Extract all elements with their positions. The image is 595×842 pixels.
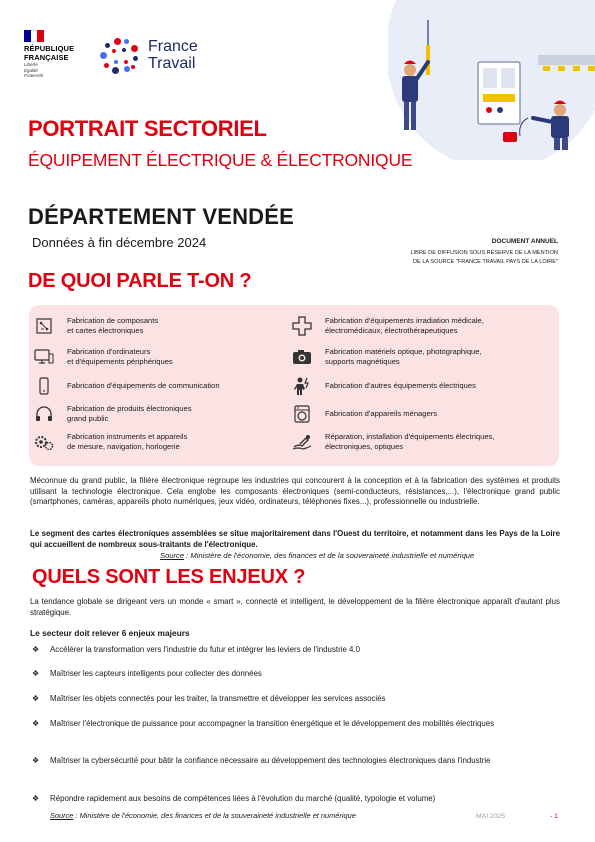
washing-machine-icon: [291, 403, 313, 425]
activity-item: Fabrication instruments et appareils de mesure, navigation, horlogerie: [33, 431, 187, 453]
intro-paragraph: Méconnue du grand public, la filière électronique regroupe les industries qui concourent à la conception et à la fabrication des systèmes et produits utilisant la technologie électronique. Cela englobe les composants électroniques (semi-conducteurs, résistances,...), l'électronique grand public (smartphones, caméras, appareils photo numériques, jeux vidéo, ordinateurs, téléphones fixes...), professionnelle ou industrielle.: [30, 476, 560, 507]
headphones-icon: [33, 403, 55, 425]
sector-title: ÉQUIPEMENT ÉLECTRIQUE & ÉLECTRONIQUE: [28, 150, 413, 170]
diffusion-notice: [360, 249, 558, 266]
diffusion-line-2: DE LA SOURCE "FRANCE TRAVAIL PAYS DE LA LOIRE": [413, 258, 558, 265]
page-number: - 1: [550, 813, 558, 820]
document-type: DOCUMENT ANNUEL: [491, 238, 558, 245]
rf-line-1: RÉPUBLIQUE: [24, 44, 75, 53]
circuit-board-icon: [33, 315, 55, 337]
activity-item: Fabrication de produits électroniques grand public: [33, 403, 192, 425]
france-travail-logo: [100, 36, 198, 74]
diamond-bullet-icon: ❖: [32, 756, 40, 765]
computer-icon: [33, 346, 55, 368]
medical-cross-icon: [291, 315, 313, 337]
enjeux-subheading: Le secteur doit relever 6 enjeux majeurs: [30, 628, 190, 638]
rf-motto-3: Fraternité: [24, 73, 44, 78]
diffusion-line-1: LIBRE DE DIFFUSION SOUS RÉSERVE DE LA MENTION: [410, 250, 558, 256]
republique-francaise-logo: [24, 30, 94, 79]
diamond-bullet-icon: ❖: [32, 669, 40, 678]
activity-item: Fabrication d'équipements de communication: [33, 375, 220, 397]
enjeux-intro: La tendance globale se dirigeant vers un monde « smart », connecté et intelligent, le développement de la filière électronique apparaît d'autant plus stratégique.: [30, 597, 560, 617]
list-item: ❖ Maîtriser les objets connectés pour les traiter, la transmettre et développer les services associés: [32, 694, 386, 703]
source-label: Source: [160, 551, 185, 560]
list-item: ❖ Répondre rapidement aux besoins de compétences liées à l'évolution du marché (qualité, typologie et volume): [32, 794, 436, 803]
data-date: Données à fin décembre 2024: [32, 235, 207, 250]
section-heading-enjeux: QUELS SONT LES ENJEUX ?: [32, 566, 306, 588]
activity-item: Fabrication d'appareils ménagers: [291, 403, 437, 425]
footer-source-label: Source: [50, 811, 74, 820]
page-title: PORTRAIT SECTORIEL: [28, 116, 267, 141]
french-flag-icon: [24, 30, 44, 42]
list-item: ❖ Maîtriser les capteurs intelligents pour collecter des données: [32, 669, 262, 678]
activity-item: Fabrication d'autres équipements électriques: [291, 375, 476, 397]
camera-icon: [291, 346, 313, 368]
france-travail-dots-icon: [100, 36, 142, 74]
department-title: DÉPARTEMENT VENDÉE: [28, 204, 294, 229]
footer-date: MAI 2025: [476, 813, 506, 820]
list-item: ❖ Maîtriser l'électronique de puissance pour accompagner la transition énergétique et le développement des mobilités électriques: [32, 719, 495, 728]
activity-item: Fabrication d'équipements irradiation médicale, électromédicaux, électrothérapeutiques: [291, 315, 484, 337]
intro-source: [160, 551, 474, 560]
source-text: : Ministère de l'économie, des finances et de la souveraineté industrielle et numérique: [184, 551, 475, 560]
list-item: ❖ Maîtriser la cybersécurité pour bâtir la confiance nécessaire au développement des technologies électroniques dans l'industrie: [32, 756, 491, 765]
activity-item: Fabrication d'ordinateurs et d'équipements périphériques: [33, 346, 173, 368]
electrician-icon: [291, 375, 313, 397]
electricians-illustration: [388, 0, 595, 160]
activity-item: Fabrication de composants et cartes électroniques: [33, 315, 158, 337]
diamond-bullet-icon: ❖: [32, 694, 40, 703]
diamond-bullet-icon: ❖: [32, 794, 40, 803]
phone-icon: [33, 375, 55, 397]
footer-source: [50, 811, 356, 820]
diamond-bullet-icon: ❖: [32, 719, 40, 728]
activities-box: [29, 305, 559, 466]
activity-item: Réparation, installation d'équipements électriques, électroniques, optiques: [291, 431, 494, 453]
intro-paragraph-bold: Le segment des cartes électroniques assemblées se situe majoritairement dans l'Ouest du territoire, et notamment dans les Pays de la Loire qui accueillent de nombreux sous-traitants de l'électronique.: [30, 529, 560, 549]
france-travail-line-1: France: [148, 38, 198, 55]
list-item: ❖ Accélérer la transformation vers l'industrie du futur et intégrer les leviers de l'industrie 4.0: [32, 645, 361, 654]
repair-tools-icon: [291, 431, 313, 453]
gears-icon: [33, 431, 55, 453]
rf-motto-2: Égalité: [24, 67, 38, 73]
footer-source-text: : Ministère de l'économie, des finances et de la souveraineté industrielle et numérique: [73, 811, 356, 820]
activity-item: Fabrication matériels optique, photographique, supports magnétiques: [291, 346, 482, 368]
rf-motto-1: Liberté: [24, 62, 38, 67]
rf-line-2: FRANÇAISE: [24, 52, 69, 62]
france-travail-line-2: Travail: [148, 55, 196, 72]
section-heading-quoi: DE QUOI PARLE T-ON ?: [28, 270, 252, 292]
diamond-bullet-icon: ❖: [32, 645, 40, 654]
